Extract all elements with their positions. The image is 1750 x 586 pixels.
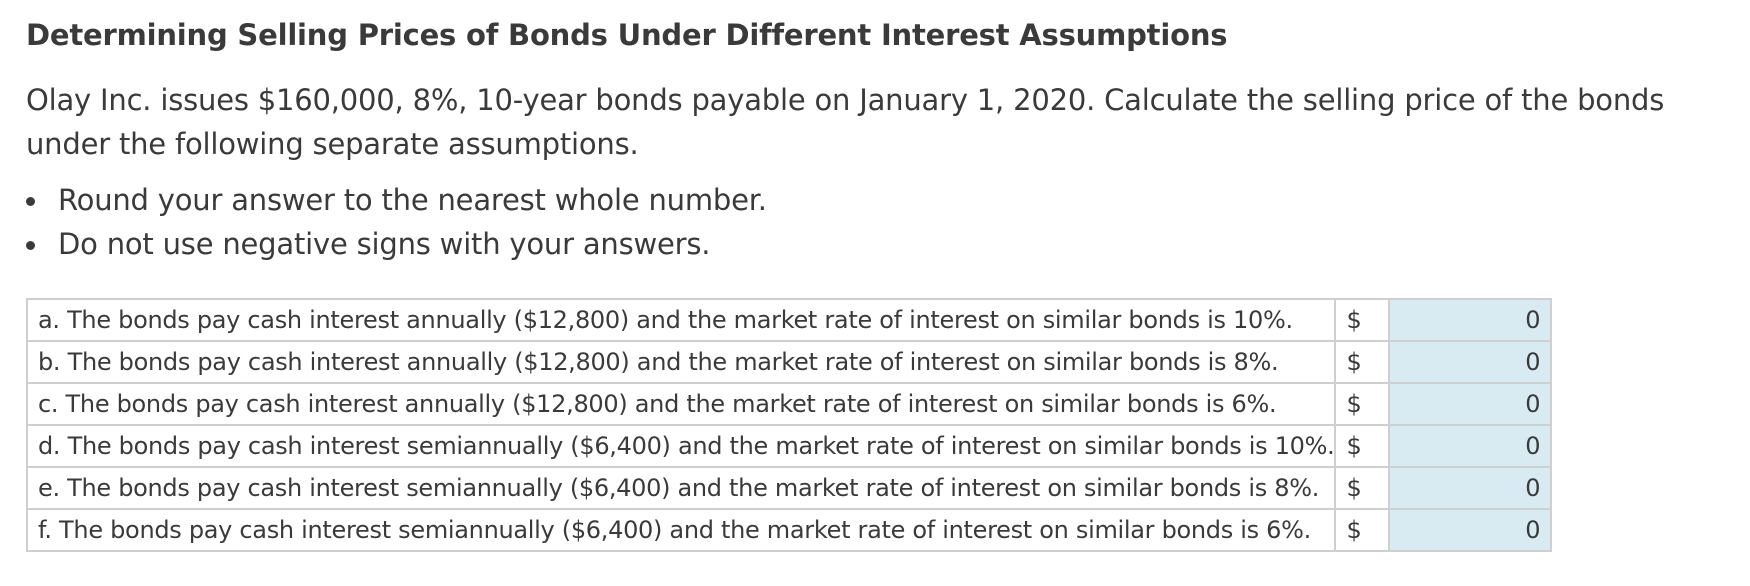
question-c: c. The bonds pay cash interest annually ($12,800) and the market rate of interest on similar bonds is 6%. xyxy=(27,383,1335,425)
instruction-item xyxy=(0,222,767,266)
answer-cell xyxy=(1389,509,1551,551)
question-b: b. The bonds pay cash interest annually ($12,800) and the market rate of interest on similar bonds is 8%. xyxy=(27,341,1335,383)
table-row xyxy=(27,299,1551,341)
answer-cell xyxy=(1389,467,1551,509)
table-row xyxy=(27,509,1551,551)
currency-symbol: $ xyxy=(1335,509,1389,551)
answer-cell xyxy=(1389,341,1551,383)
answer-cell xyxy=(1389,299,1551,341)
answer-f-input[interactable] xyxy=(1390,516,1540,544)
question-a: a. The bonds pay cash interest annually ($12,800) and the market rate of interest on similar bonds is 10%. xyxy=(27,299,1335,341)
bullet-icon xyxy=(26,197,35,206)
table-row xyxy=(27,383,1551,425)
table-row xyxy=(27,467,1551,509)
answer-cell xyxy=(1389,425,1551,467)
currency-symbol: $ xyxy=(1335,341,1389,383)
table-row xyxy=(27,341,1551,383)
answer-cell xyxy=(1389,383,1551,425)
page-title: Determining Selling Prices of Bonds Under Different Interest Assumptions xyxy=(26,18,1228,52)
question-e: e. The bonds pay cash interest semiannually ($6,400) and the market rate of interest on similar bonds is 8%. xyxy=(27,467,1335,509)
answer-e-input[interactable] xyxy=(1390,474,1540,502)
question-f: f. The bonds pay cash interest semiannually ($6,400) and the market rate of interest on similar bonds is 6%. xyxy=(27,509,1335,551)
answers-table xyxy=(26,298,1552,552)
instructions-list xyxy=(0,178,767,266)
instruction-item xyxy=(0,178,767,222)
currency-symbol: $ xyxy=(1335,467,1389,509)
currency-symbol: $ xyxy=(1335,425,1389,467)
problem-intro: Olay Inc. issues $160,000, 8%, 10-year bonds payable on January 1, 2020. Calculate the selling price of the bonds under the following separate assumptions. xyxy=(26,83,1665,161)
currency-symbol: $ xyxy=(1335,383,1389,425)
instruction-text: Round your answer to the nearest whole number. xyxy=(58,183,767,217)
answer-c-input[interactable] xyxy=(1390,390,1540,418)
instruction-text: Do not use negative signs with your answers. xyxy=(58,227,711,261)
bullet-icon xyxy=(26,241,35,250)
answer-d-input[interactable] xyxy=(1390,432,1540,460)
table-row xyxy=(27,425,1551,467)
answer-a-input[interactable] xyxy=(1390,306,1540,334)
answer-b-input[interactable] xyxy=(1390,348,1540,376)
question-d: d. The bonds pay cash interest semiannually ($6,400) and the market rate of interest on similar bonds is 10%. xyxy=(27,425,1335,467)
currency-symbol: $ xyxy=(1335,299,1389,341)
